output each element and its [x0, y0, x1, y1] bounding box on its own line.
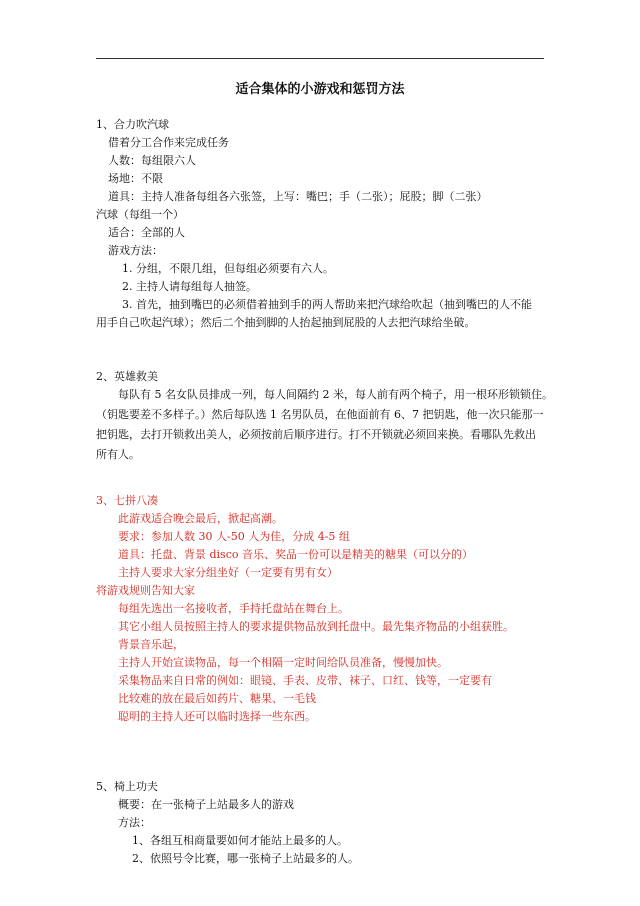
list-item: 3. 首先，抽到嘴巴的必须借着抽到手的两人帮助来把汽球给吹起（抽到嘴巴的人不能 [122, 298, 532, 311]
list-item: 1、各组互相商量要如何才能站上最多的人。 [132, 834, 348, 847]
header-rule [96, 58, 544, 59]
text-line: 道具：托盘、背景 disco 音乐、奖品一份可以是精美的糖果（可以分的） [118, 548, 473, 561]
text-line: 道具：主持人准备每组各六张签，上写：嘴巴；手（二张）；屁股；脚（二张） [108, 190, 488, 203]
list-item: 2. 主持人请每组每人抽签。 [122, 280, 257, 293]
text-line: 每队有 5 名女队员排成一列，每人间隔约 2 米，每人前有两个椅子，用一根环形锁锁住。 [118, 388, 553, 401]
text-line: 此游戏适合晚会最后，掀起高潮。 [118, 512, 283, 525]
section-heading: 5、椅上功夫 [96, 780, 158, 793]
text-line: 采集物品来自日常的例如：眼镜、手表、皮带、袜子、口红、钱等，一定要有 [118, 674, 492, 687]
section-heading: 1、合力吹汽球 [96, 118, 169, 131]
text-line: 适合：全部的人 [108, 226, 185, 239]
text-line: 聪明的主持人还可以临时选择一些东西。 [118, 710, 316, 723]
section-heading: 3、七拼八凑 [96, 494, 158, 507]
text-line: 背景音乐起， [118, 638, 184, 651]
text-line: 场地：不限 [108, 172, 163, 185]
text-line: 比较难的放在最后如药片、糖果、一毛钱 [118, 692, 316, 705]
text-line: 把钥匙，去打开锁救出美人，必须按前后顺序进行。打不开锁就必须回来换。看哪队先救出 [96, 428, 536, 441]
text-line: 将游戏规则告知大家 [96, 584, 195, 597]
text-line: 所有人。 [96, 448, 140, 461]
text-line: 要求：参加人数 30 人-50 人为佳，分成 4-5 组 [118, 530, 350, 543]
text-line: 其它小组人员按照主持人的要求提供物品放到托盘中。最先集齐物品的小组获胜。 [118, 620, 514, 633]
section-heading: 2、英雄救美 [96, 370, 158, 383]
text-line: 主持人开始宣读物品，每一个相隔一定时间给队员准备，慢慢加快。 [118, 656, 448, 669]
text-line: 方法： [118, 816, 151, 829]
list-item: 2、依照号令比赛，哪一张椅子上站最多的人。 [132, 852, 359, 865]
page-title: 适合集体的小游戏和惩罚方法 [235, 82, 405, 97]
list-item: 1. 分组，不限几组，但每组必须要有六人。 [122, 262, 334, 275]
text-line: 人数：每组限六人 [108, 154, 196, 167]
text-line: 每组先选出一名接收者，手持托盘站在舞台上。 [118, 602, 349, 615]
text-line: 主持人要求大家分组坐好（一定要有男有女） [118, 566, 338, 579]
text-line: 借着分工合作来完成任务 [108, 136, 229, 149]
text-line: 游戏方法： [108, 244, 163, 257]
text-line: 汽球（每组一个） [96, 208, 184, 221]
text-line: 概要：在一张椅子上站最多人的游戏 [118, 798, 294, 811]
text-line: 用手自己吹起汽球）；然后二个抽到脚的人抬起抽到屁股的人去把汽球给坐破。 [96, 316, 476, 329]
text-line: （钥匙要差不多样子。）然后每队选 1 名男队员，在他面前有 6、7 把钥匙，他一次只能那一 [96, 408, 544, 421]
